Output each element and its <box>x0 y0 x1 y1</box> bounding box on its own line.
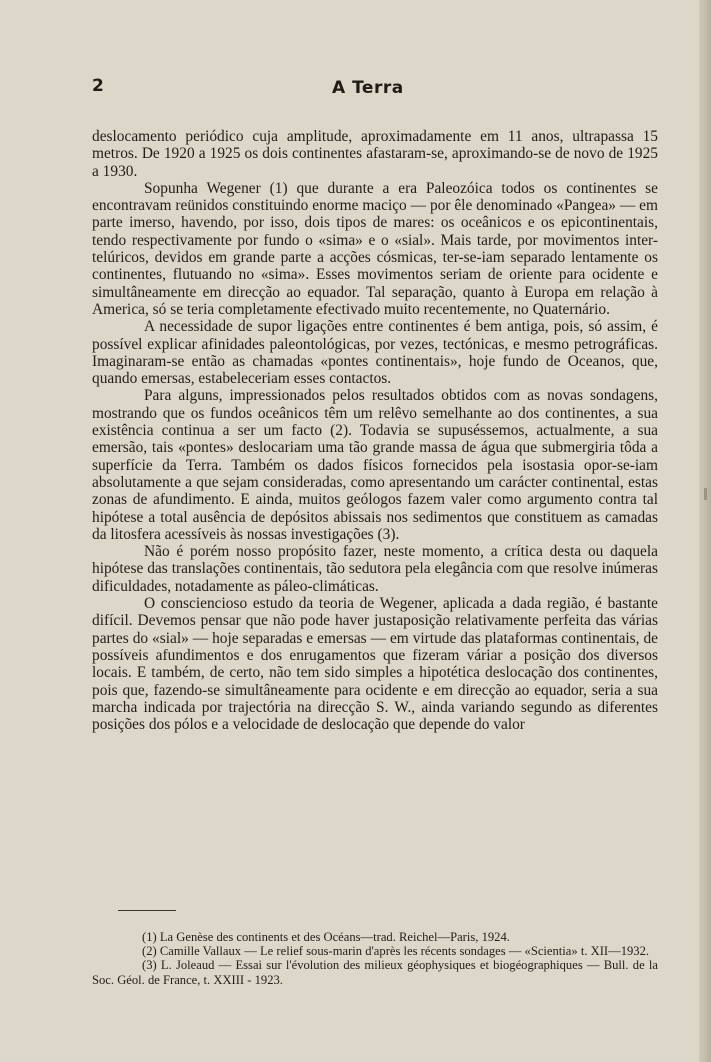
footnotes <box>92 930 658 987</box>
paragraph-3: A necessidade de supor ligações entre continentes é bem antiga, pois, só assim, é possível explicar afinidades paleontológicas, por vezes, tectónicas, e mesmo petrográficas. Imaginaram-se então as chamadas «pontes continentais», hoje fundo de Oceanos, que, quando emersas, estabeleceriam esses contactos. <box>92 318 658 388</box>
paragraph-2: Sopunha Wegener (1) que durante a era Paleozóica todos os continentes se encontravam reünidos constituindo enorme maciço — por êle denominado «Pangea» — em parte imerso, havendo, por isso, dois tipos de mares: os oceânicos e os epicontinentais, tendo respectivamente por fundo o «sima» e o «sial». Mais tarde, por movimentos inter-telúricos, devidos em grande parte a acções cósmicas, ter-se-iam separado lentamente os continentes, flutuando no «sima». Esses movimentos seriam de oriente para ocidente e simultâneamente em direcção ao equador. Tal separação, quanto à Europa em relação à America, só se teria completamente efectivado muito recentemente, no Quaternário. <box>92 179 658 318</box>
paragraph-4: Para alguns, impressionados pelos resultados obtidos com as novas sondagens, mostrando que os fundos oceânicos têm um relêvo semelhante ao dos continentes, a sua existência continua a ser um facto (2). Todavia se supuséssemos, actualmente, a sua emersão, tais «pontes» deslocariam uma tão grande massa de água que submergiria tôda a superfície da Terra. Também os dados físicos fornecidos pela isostasia opor-se-iam absolutamente a que sejam consideradas, como apresentando um carácter continental, estas zonas de afundimento. E ainda, muitos geólogos fazem valer como argumento contra tal hipótese a total ausência de depósitos abissais nos sedimentos que constituem as camadas da litosfera acessíveis às nossas investigações (3). <box>92 387 658 543</box>
paragraph-6: O consciencioso estudo da teoria de Wegener, aplicada a dada região, é bastante difícil. Devemos pensar que não pode haver justaposição relativamente perfeita das várias partes do «sial» — hoje separadas e emersas — em virtude das plataformas continentais, de possíveis afundimentos e dos enrugamentos que fizeram váriar a posição dos diversos locais. E também, de certo, não tem sido simples a hipotética deslocação dos continentes, pois que, fazendo-se simultâneamente para ocidente e em direcção ao equador, seria a sua marcha indicada por trajectória na direcção S. W., ainda variando segundo as diferentes posições dos pólos e a velocidade de deslocação que depende do valor <box>92 595 658 734</box>
footnote-divider <box>118 910 176 911</box>
footnote-2: (2) Camille Vallaux — Le relief sous-marin d'après les récents sondages — «Scientia» t. XII—1932. <box>142 944 650 959</box>
footnote-1: (1) La Genèse des continents et des Océans—trad. Reichel—Paris, 1924. <box>142 930 510 944</box>
paragraph-1: deslocamento periódico cuja amplitude, aproximadamente em 11 anos, ultrapassa 15 metros. De 1920 a 1925 os dois continentes afastaram-se, aproximando-se de novo de 1925 a 1930. <box>92 128 658 180</box>
footnote-3: (3) L. Joleaud — Essai sur l'évolution des milieux géophysiques et biogéographiques — Bull. de la Soc. Géol. de France, t. XXIII - 1923. <box>92 958 658 987</box>
page-number: 2 <box>92 76 104 96</box>
paragraph-5: Não é porém nosso propósito fazer, neste momento, a crítica desta ou daquela hipótese das translações continentais, tão sedutora pela elegância com que resolve inúmeras dificuldades, notadamente as páleo-climáticas. <box>92 543 658 595</box>
page-header <box>92 76 660 102</box>
page-margin-mark <box>704 488 707 500</box>
running-title: A Terra <box>332 78 404 98</box>
page-edge-shadow <box>699 0 711 1062</box>
main-text <box>92 128 658 733</box>
